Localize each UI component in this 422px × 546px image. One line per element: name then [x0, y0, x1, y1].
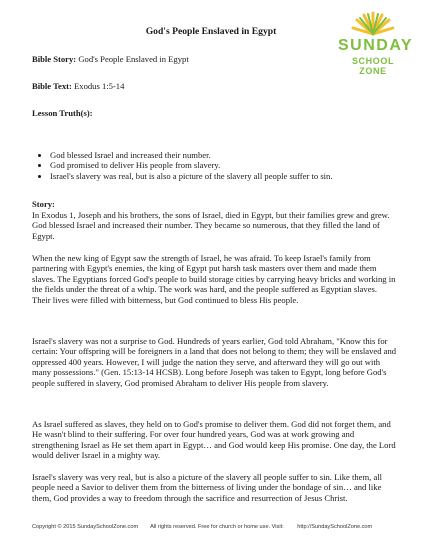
list-item: • God promised to deliver His people from slavery.	[50, 160, 390, 170]
list-item: • God blessed Israel and increased their number.	[50, 150, 390, 160]
rights-notice: All rights reserved. Free for church or home use. Visit:	[150, 524, 286, 530]
rights-text	[150, 524, 384, 530]
story-paragraph: Israel's slavery was not a surprise to God. Hundreds of years earlier, God told Abraham, "Know this for certain: Your offspring will be foreigners in a land that does not belong to them; they will be enslaved and oppressed 400 years. However, I will judge the nation they serve, and afterward they will go out with many possessions." (Gen. 15:13-14 HCSB). Long before Joseph was taken to Egypt, long before God's people suffered in slavery, God promised Abraham to deliver His people from slavery.	[32, 336, 397, 388]
logo-text-sunday: SUNDAY	[338, 37, 414, 54]
story-paragraph: As Israel suffered as slaves, they held on to God's promise to deliver them. God did not forget them, and He wasn't blind to their suffering. For over four hundred years, God was at work growing and strengthening Israel as He set them apart in Egypt… and God would keep His promise. One day, the Lord would deliver Israel in a mighty way.	[32, 419, 396, 461]
lesson-truths-label: Lesson Truth(s):	[32, 108, 93, 118]
bible-text-line	[32, 81, 124, 91]
page-footer	[32, 524, 402, 530]
story-paragraph: Israel's slavery was very real, but is also a picture of the slavery all people suffer to sin. Like them, all people need a Savior to deliver them from the bitterness of living under the bondage of sin… and like them, God provides a way to freedom through the sacrifice and resurrection of Jesus Christ.	[32, 472, 383, 503]
website-link[interactable]: http://SundaySchoolZone.com	[297, 524, 373, 530]
copyright-text: Copyright © 2015 SundaySchoolZone.com	[32, 524, 139, 530]
sunday-school-zone-logo	[338, 10, 414, 76]
bible-story-value: God's People Enslaved in Egypt	[76, 54, 189, 64]
bible-text-label: Bible Text:	[32, 81, 72, 91]
bible-story-label: Bible Story:	[32, 54, 77, 64]
sun-icon	[350, 10, 396, 36]
list-item: • Israel's slavery was real, but is also a picture of the slavery all people suffer to sin.	[50, 171, 390, 181]
story-label: Story:	[32, 199, 55, 209]
logo-text-school-zone: SCHOOL ZONE	[351, 56, 395, 76]
story-paragraph: When the new king of Egypt saw the strength of Israel, he was afraid. To keep Israel's family from partnering with Egypt's enemies, the king of Egypt put harsh task masters over them and made them slaves. The Egyptians forced God's people to build storage cities by carrying heavy bricks and working in the fields under the threat of a whip. The work was hard, and the people suffered as Egyptian slaves. Their lives were filled with bitterness, but God continued to bless His people.	[32, 253, 396, 305]
bible-story-line	[32, 54, 189, 64]
page-title: God's People Enslaved in Egypt	[145, 26, 277, 37]
story-paragraph: In Exodus 1, Joseph and his brothers, the sons of Israel, died in Egypt, but their families grew and grew. God blessed Israel and increased their number. They became so numerous, that they filled the land of Egypt.	[32, 210, 390, 241]
lesson-truths-list	[36, 150, 390, 181]
bible-text-value: Exodus 1:5-14	[71, 81, 125, 91]
